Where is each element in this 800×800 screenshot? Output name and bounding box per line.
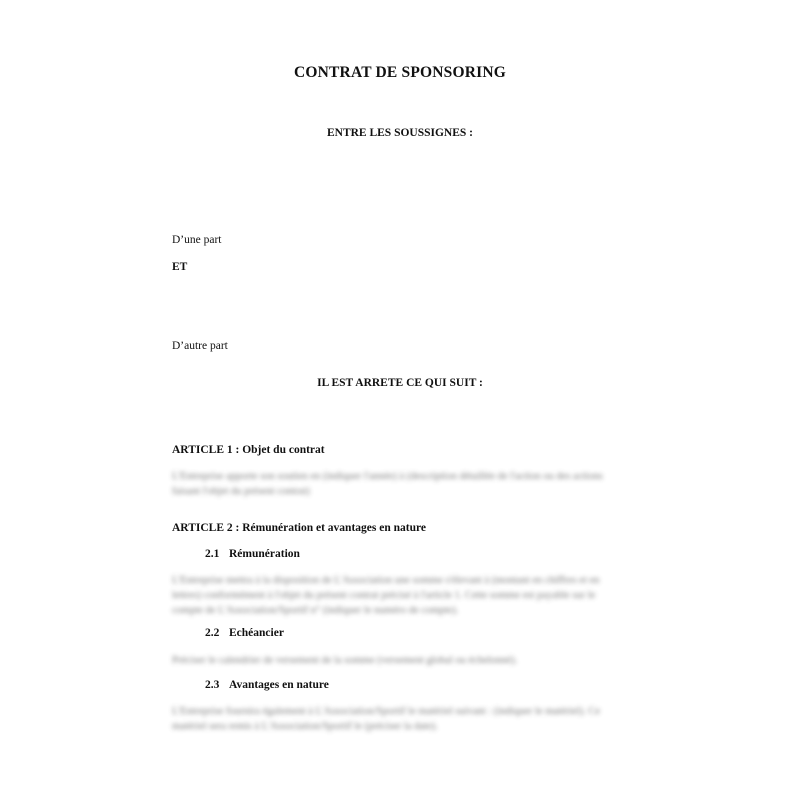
section-number: 2.2 (205, 627, 220, 639)
section-title: Avantages en nature (229, 679, 329, 691)
article-1-body-blurred: L'Entreprise apporte son soutien en (indiquer l'année) à (description détaillée de l'action ou des actions faisant l'objet du présent contrat) (172, 471, 603, 497)
document-title: CONTRAT DE SPONSORING (293, 64, 507, 81)
section-title: Rémunération (229, 548, 300, 560)
article-2-heading: ARTICLE 2 : Rémunération et avantages en nature (172, 522, 426, 534)
and-label: ET (172, 261, 188, 273)
section-2-2-heading (205, 627, 284, 639)
section-title: Echéancier (229, 627, 284, 639)
section-2-3-heading (205, 679, 329, 691)
between-heading: ENTRE LES SOUSSIGNES : (326, 127, 474, 139)
second-party-label: D’autre part (172, 340, 228, 352)
section-2-1-body-blurred: L'Entreprise mettra à la disposition de L'Association une somme s'élevant à (montant en chiffres et en lettres) conformément à l'objet du présent contrat précisé à l'article 1. Cette somme est payable sur le compte de L'Association/Sportif n° (indiquer le numéro de compte). (172, 575, 600, 616)
section-number: 2.1 (205, 548, 220, 560)
section-2-1-heading (205, 548, 300, 560)
section-number: 2.3 (205, 679, 220, 691)
section-2-2-body-blurred: Préciser le calendrier de versement de la somme (versement global ou échelonné). (172, 655, 518, 666)
first-party-label: D’une part (172, 234, 222, 246)
section-2-3-body-blurred: L'Entreprise fournira également à L'Association/Sportif le matériel suivant : (indiquer le matériel). Ce matériel sera remis à L'Association/Sportif le (préciser la date). (172, 706, 601, 732)
article-1-heading: ARTICLE 1 : Objet du contrat (172, 444, 325, 456)
agreement-heading: IL EST ARRETE CE QUI SUIT : (317, 377, 483, 389)
